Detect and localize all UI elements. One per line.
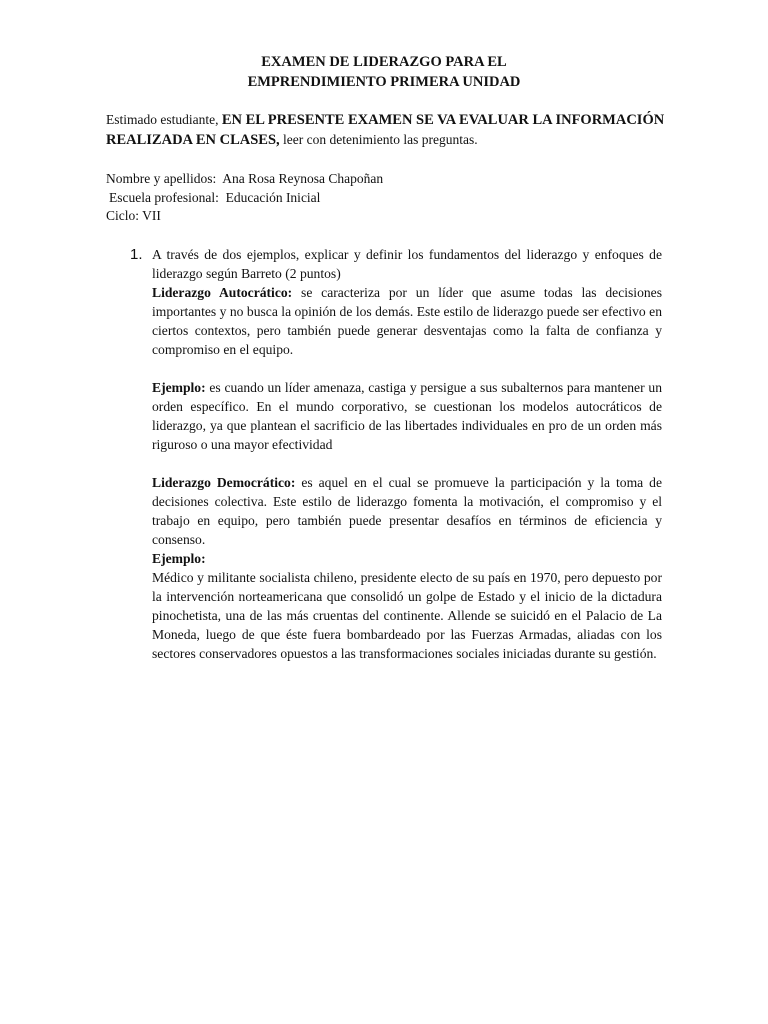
autocratic-text: se caracteriza por un líder que asume todas las decisiones importantes y no busca la opinión de los demás. Este estilo de liderazgo puede ser efectivo en ciertos contextos, pero también puede generar desventajas como la falta de confianza y compromiso en el equipo. [152, 285, 662, 357]
document-title [0, 52, 768, 92]
name-label: Nombre y apellidos: [106, 171, 217, 186]
autocratic-label: Liderazgo Autocrático: [152, 285, 293, 300]
democratic-label: Liderazgo Democrático: [152, 475, 296, 490]
democratic-paragraph [152, 473, 662, 549]
cycle-value: VII [142, 208, 161, 223]
example2-heading [152, 549, 662, 568]
title-line-1: EXAMEN DE LIDERAZGO PARA EL [261, 54, 507, 70]
intro-caps: EN EL PRESENTE EXAMEN SE VA EVALUAR LA INFORMACIÓN REALIZADA EN CLASES, [106, 112, 665, 148]
question-answer-block [152, 245, 662, 663]
intro-paragraph [106, 110, 666, 150]
autocratic-paragraph [152, 283, 662, 359]
student-cycle-row [106, 207, 666, 226]
intro-suffix: leer con detenimiento las preguntas. [279, 132, 478, 147]
school-value: Educación Inicial [225, 189, 321, 205]
example1-label: Ejemplo: [152, 380, 206, 395]
student-school-row [106, 189, 666, 208]
question-number: 1. [130, 246, 143, 263]
paragraph-gap [152, 454, 662, 473]
democratic-text: es aquel en el cual se promueve la participación y la toma de decisiones colectiva. Este estilo de liderazgo fomenta la motivación, el compromiso y el trabajo en equipo, pero también puede presentar desafíos en términos de eficiencia y consenso. [152, 475, 662, 547]
example1-text: es cuando un líder amenaza, castiga y persigue a sus subalternos para mantener un orden específico. En el mundo corporativo, se cuestionan los modelos autocráticos de liderazgo, ya que plantean el sacrificio de las libertades individuales en pro de un orden más riguroso o una mayor efectividad [152, 380, 662, 452]
student-name-row [106, 170, 666, 189]
cycle-label: Ciclo: [106, 208, 139, 223]
paragraph-gap [152, 359, 662, 378]
example1-paragraph [152, 378, 662, 454]
question-text: A través de dos ejemplos, explicar y definir los fundamentos del liderazgo y enfoques de liderazgo según Barreto (2 puntos) [152, 247, 662, 281]
example2-label: Ejemplo: [152, 551, 206, 566]
name-value: Ana Rosa Reynosa Chapoñan [222, 171, 384, 186]
example2-paragraph: Médico y militante socialista chileno, presidente electo de su país en 1970, pero depuesto por la intervención norteamericana que consolidó un golpe de Estado y el inicio de la dictadura pinochetista, una de las más cruentas del continente. Allende se suicidó en el Palacio de La Moneda, luego de que éste fuera bombardeado por las Fuerzas Armadas, aliadas con los sectores conservadores opuestos a las transformaciones sociales iniciadas durante su gestión. [152, 570, 662, 661]
school-label: Escuela profesional: [109, 189, 219, 205]
title-line-2: EMPRENDIMIENTO PRIMERA UNIDAD [247, 74, 521, 90]
intro-prefix: Estimado estudiante, [106, 112, 222, 127]
student-info [106, 170, 666, 226]
